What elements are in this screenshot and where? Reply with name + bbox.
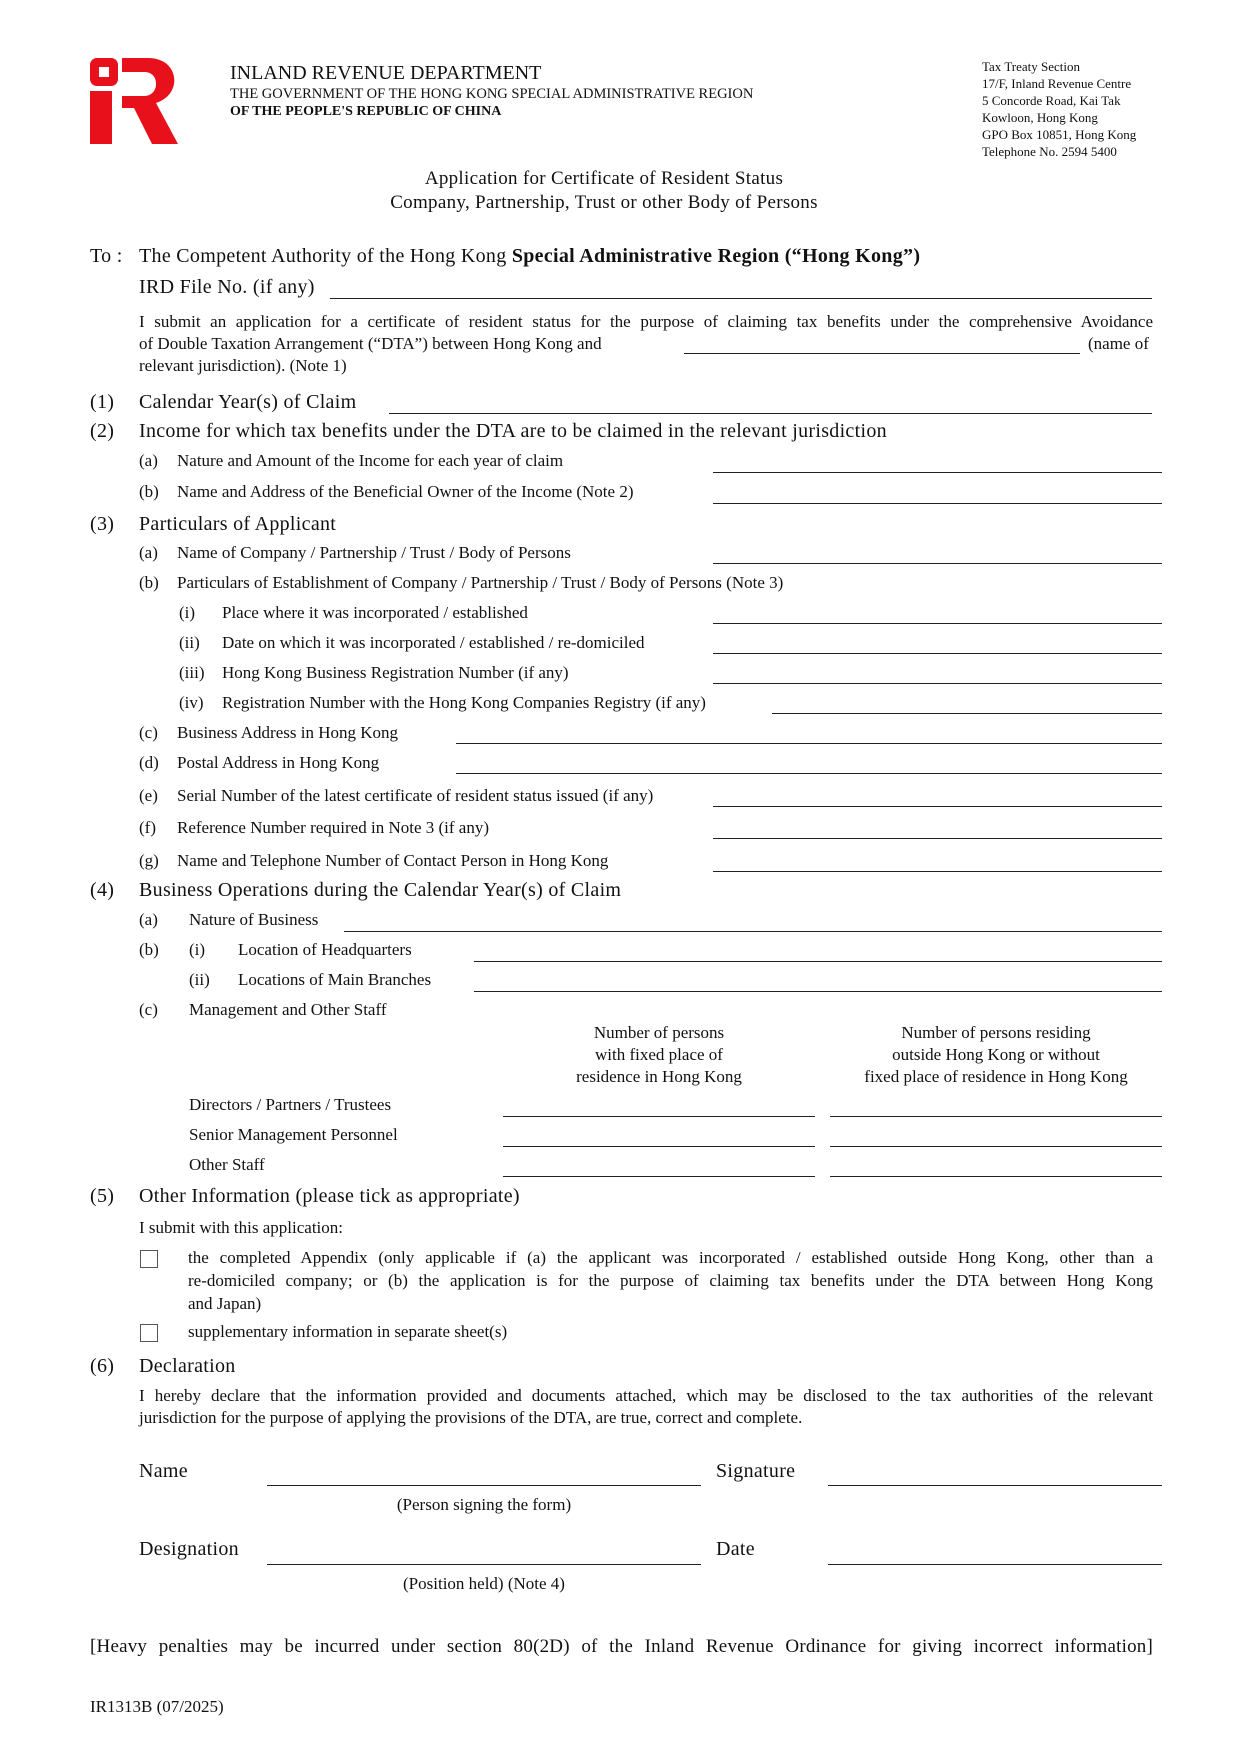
designation-label: Designation — [139, 1538, 239, 1560]
prc-line: OF THE PEOPLE'S REPUBLIC OF CHINA — [230, 104, 502, 119]
name-label: Name — [139, 1460, 188, 1482]
section-5-number: (5) — [90, 1185, 115, 1207]
form-title: Application for Certificate of Resident Status — [424, 168, 784, 189]
appendix-option-line-1: the completed Appendix (only applicable if (a) the applicant was incorporated / established outside Hong Kong, other than a — [188, 1248, 1153, 1267]
signature-field[interactable] — [828, 1485, 1162, 1486]
ird-file-field[interactable] — [330, 298, 1152, 299]
government-name: THE GOVERNMENT OF THE HONG KONG SPECIAL ADMINISTRATIVE REGION — [230, 86, 754, 102]
income-nature-label: Nature and Amount of the Income for each year of claim — [177, 451, 564, 470]
form-code: IR1313B (07/2025) — [90, 1697, 224, 1716]
address-line: Kowloon, Hong Kong — [982, 110, 1098, 125]
address-line: Telephone No. 2594 5400 — [982, 144, 1117, 159]
ird-logo — [90, 58, 180, 144]
item-num: (c) — [139, 723, 158, 742]
staff-label: Management and Other Staff — [189, 1000, 387, 1019]
appendix-option-line-2: re-domiciled company; or (b) the application is for the purpose of claiming tax benefits under the DTA between Hong Kong — [188, 1271, 1153, 1290]
declaration-line-1: I hereby declare that the information provided and documents attached, which may be disclosed to the tax authorities of the relevant — [139, 1386, 1153, 1405]
section-3-label: Particulars of Applicant — [139, 513, 337, 535]
section-5-label: Other Information (please tick as appropriate) — [139, 1185, 520, 1207]
date-incorporated-field[interactable] — [713, 653, 1162, 654]
item-num: (e) — [139, 786, 158, 805]
header-line: Number of persons — [593, 1023, 725, 1042]
intro-line-2-end: (name of — [1088, 334, 1149, 353]
business-registration-field[interactable] — [713, 683, 1162, 684]
beneficial-owner-label: Name and Address of the Beneficial Owner of the Income (Note 2) — [177, 482, 634, 501]
section-1-number: (1) — [90, 391, 115, 413]
nature-business-field[interactable] — [344, 931, 1162, 932]
staff-row-other: Other Staff — [189, 1155, 265, 1174]
section-4-label: Business Operations during the Calendar Year(s) of Claim — [139, 879, 622, 901]
date-label: Date — [716, 1538, 755, 1560]
column-header-non-residents — [830, 1022, 1162, 1088]
section-6-label: Declaration — [139, 1355, 236, 1377]
income-nature-field[interactable] — [713, 472, 1162, 473]
designation-field[interactable] — [267, 1564, 701, 1565]
item-num: (ii) — [189, 970, 210, 989]
place-incorporated-field[interactable] — [713, 623, 1162, 624]
nature-business-label: Nature of Business — [189, 910, 319, 929]
item-num: (b) — [139, 482, 159, 501]
senior-management-hk-field[interactable] — [503, 1146, 815, 1147]
position-held-note: (Position held) (Note 4) — [403, 1574, 565, 1593]
header-line: fixed place of residence in Hong Kong — [864, 1067, 1128, 1086]
companies-registry-label: Registration Number with the Hong Kong Companies Registry (if any) — [222, 693, 706, 712]
address-line: GPO Box 10851, Hong Kong — [982, 127, 1137, 142]
penalty-notice: [Heavy penalties may be incurred under section 80(2D) of the Inland Revenue Ordinance for giving incorrect information] — [90, 1636, 1153, 1657]
intro-line-1: I submit an application for a certificate of resident status for the purpose of claiming tax benefits under the comprehensive Avoidance — [139, 312, 1153, 331]
other-staff-hk-field[interactable] — [503, 1176, 815, 1177]
item-num: (d) — [139, 753, 159, 772]
person-signing-note: (Person signing the form) — [396, 1495, 572, 1514]
name-field[interactable] — [267, 1485, 701, 1486]
section-1-label: Calendar Year(s) of Claim — [139, 391, 357, 413]
beneficial-owner-field[interactable] — [713, 503, 1162, 504]
supplementary-checkbox[interactable] — [140, 1324, 158, 1342]
department-name: INLAND REVENUE DEPARTMENT — [230, 62, 542, 84]
address-line: 17/F, Inland Revenue Centre — [982, 76, 1132, 91]
serial-number-label: Serial Number of the latest certificate of resident status issued (if any) — [177, 786, 654, 805]
other-staff-non-hk-field[interactable] — [830, 1176, 1162, 1177]
postal-address-label: Postal Address in Hong Kong — [177, 753, 380, 772]
item-num: (i) — [189, 940, 206, 959]
main-branches-field[interactable] — [474, 991, 1162, 992]
item-num: (ii) — [179, 633, 200, 652]
intro-line-3: relevant jurisdiction). (Note 1) — [139, 356, 347, 375]
form-subtitle: Company, Partnership, Trust or other Body of Persons — [390, 192, 818, 213]
signature-label: Signature — [716, 1460, 796, 1482]
header-line: Number of persons residing — [901, 1023, 1091, 1042]
directors-non-hk-field[interactable] — [830, 1116, 1162, 1117]
calendar-year-field[interactable] — [389, 413, 1152, 414]
contact-person-field[interactable] — [713, 871, 1162, 872]
item-num: (i) — [179, 603, 196, 622]
address-line: Tax Treaty Section — [982, 59, 1081, 74]
header-line: outside Hong Kong or without — [892, 1045, 1100, 1064]
intro-line-2: of Double Taxation Arrangement (“DTA”) between Hong Kong and — [139, 334, 602, 353]
to-label: To : — [90, 245, 123, 267]
staff-row-senior-management: Senior Management Personnel — [189, 1125, 398, 1144]
senior-management-non-hk-field[interactable] — [830, 1146, 1162, 1147]
authority-text-bold: Special Administrative Region (“Hong Kong”) — [511, 245, 921, 267]
authority-text: The Competent Authority of the Hong Kong — [139, 245, 507, 267]
office-address — [982, 58, 1136, 160]
competent-authority — [139, 245, 920, 268]
serial-number-field[interactable] — [713, 806, 1162, 807]
applicant-name-label: Name of Company / Partnership / Trust / Body of Persons — [177, 543, 571, 562]
staff-row-directors: Directors / Partners / Trustees — [189, 1095, 392, 1114]
item-num: (a) — [139, 451, 158, 470]
business-address-field[interactable] — [456, 743, 1162, 744]
reference-number-label: Reference Number required in Note 3 (if any) — [177, 818, 490, 837]
item-num: (g) — [139, 851, 159, 870]
section-2-number: (2) — [90, 420, 115, 442]
establishment-label: Particulars of Establishment of Company / Partnership / Trust / Body of Persons (Note 3) — [177, 573, 784, 592]
reference-number-field[interactable] — [713, 838, 1162, 839]
item-num: (b) — [139, 940, 159, 959]
directors-hk-field[interactable] — [503, 1116, 815, 1117]
item-num: (iv) — [179, 693, 204, 712]
item-num: (a) — [139, 543, 158, 562]
place-incorporated-label: Place where it was incorporated / established — [222, 603, 528, 622]
applicant-name-field[interactable] — [713, 563, 1162, 564]
declaration-line-2: jurisdiction for the purpose of applying the provisions of the DTA, are true, correct and complete. — [139, 1408, 803, 1427]
item-num: (b) — [139, 573, 159, 592]
business-registration-label: Hong Kong Business Registration Number (if any) — [222, 663, 569, 682]
section-4-number: (4) — [90, 879, 115, 901]
main-branches-label: Locations of Main Branches — [238, 970, 432, 989]
item-num: (iii) — [179, 663, 205, 682]
supplementary-option: supplementary information in separate sheet(s) — [188, 1322, 508, 1341]
column-header-hk-residents — [503, 1022, 815, 1088]
ird-file-label: IRD File No. (if any) — [139, 276, 315, 298]
companies-registry-field[interactable] — [772, 713, 1162, 714]
section-6-number: (6) — [90, 1355, 115, 1377]
business-address-label: Business Address in Hong Kong — [177, 723, 399, 742]
item-num: (f) — [139, 818, 156, 837]
jurisdiction-field[interactable] — [684, 353, 1080, 354]
item-num: (a) — [139, 910, 158, 929]
address-line: 5 Concorde Road, Kai Tak — [982, 93, 1121, 108]
headquarters-label: Location of Headquarters — [238, 940, 412, 959]
section-2-label: Income for which tax benefits under the DTA are to be claimed in the relevant jurisdiction — [139, 420, 887, 442]
date-field[interactable] — [828, 1564, 1162, 1565]
appendix-option-line-3: and Japan) — [188, 1294, 262, 1313]
submit-intro: I submit with this application: — [139, 1218, 343, 1237]
item-num: (c) — [139, 1000, 158, 1019]
postal-address-field[interactable] — [456, 773, 1162, 774]
date-incorporated-label: Date on which it was incorporated / established / re-domiciled — [222, 633, 645, 652]
headquarters-field[interactable] — [474, 961, 1162, 962]
contact-person-label: Name and Telephone Number of Contact Person in Hong Kong — [177, 851, 609, 870]
section-3-number: (3) — [90, 513, 115, 535]
header-line: residence in Hong Kong — [576, 1067, 742, 1086]
appendix-checkbox[interactable] — [140, 1250, 158, 1268]
header-line: with fixed place of — [595, 1045, 723, 1064]
